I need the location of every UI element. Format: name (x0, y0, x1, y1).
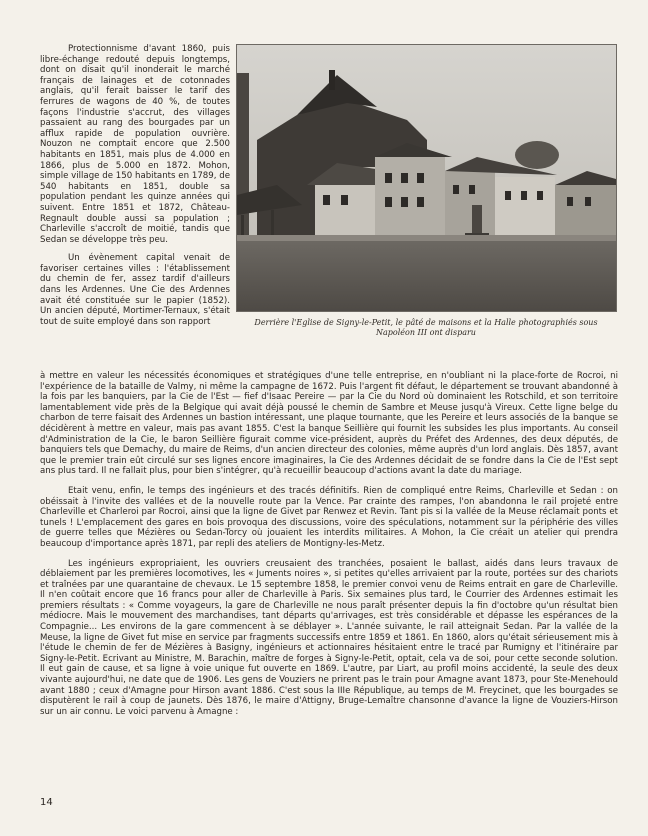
paragraph-expropriations: Les ingénieurs expropriaient, les ouvriers creusaient des tranchées, posaient le ballast, aidés dans leurs travaux de déblaiement par les premières locomotives, les « Juments noires », si petites qu'elles arrivaient par la route, portées sur des chariots et traînées par une quarantaine de chevaux. Le 15 septembre 1858, le premier convoi venu de Reims entrait en gare de Charleville. Il n'en coûtait encore que 16 francs pour aller de Charleville à Paris. Six semaines plus tard, le Courrier des Ardennes estimait les premiers résultats : « Comme voyageurs, la gare de Charleville ne nous paraît présenter depuis la fin d'octobre qu'un résultat bien médiocre. Mais le mouvement des marchandises, tant départs qu'arrivages, est très considérable et dépasse les espérances de la Compagnie... Les environs de la gare commencent à se déblayer ». L'année suivante, le rail atteignait Sedan. Par la vallée de la Meuse, la ligne de Givet fut mise en service par fragments successifs entre 1859 et 1861. En 1860, alors qu'était sérieusement mis à l'étude le chemin de fer de Mézières à Basigny, ingénieurs et actionnaires hésitaient entre le tracé par Rumigny et l'itinéraire par Signy-le-Petit. Ecrivant au Ministre, M. Barachin, maître de forges à Signy-le-Petit, optait, cela va de soi, pour cette seconde solution. Il eut gain de cause, et sa ligne à voie unique fut ouverte en 1869. L'autre, par Liart, au profil moins accidenté, la seule des deux vivante aujourd'hui, ne date que de 1906. Les gens de Vouziers ne prirent pas le train pour Amagne avant 1873, pour Ste-Menehould avant 1880 ; ceux d'Amagne pour Hirson avant 1886. C'est sous la IIIe République, au temps de M. Freycinet, que les bourgades se disputèrent le rail à coup de jaunets. Dès 1876, le maire d'Attigny, Bruge-Lemaître chansonne d'avance la ligne de Vouziers-Hirson sur un air connu. Le voici parvenu à Amagne : (40, 558, 618, 717)
church-square-photo (236, 44, 617, 312)
left-column-text (40, 44, 230, 335)
paragraph-continuation: à mettre en valeur les nécessités économiques et stratégiques d'une telle entreprise, en n'oubliant ni la place-forte de Rocroi, ni l'expérience de la bataille de Valmy, ni même la campagne de 1672. Puis l'argent fit défaut, le département se trouvant abandonné à la fois par les banquiers, par la Cie de l'Est — fief d'Isaac Pereire — par la Cie du Nord où dominaient les Rotschild, et son territoire lamentablement vide près de la Belgique qui avait déjà poussé le chemin de Sambre et Meuse jusqu'à Vireux. Cette ligne belge du charbon de terre faisait des Ardennes un bastion intéressant, une plaque tournante, que les Pereire et leurs associés de la banque se décidèrent à mettre en valeur, mais pas avant 1855. C'est la banque Seillière qui fournit les subsides les plus importants. Au conseil d'Administration de la Cie, le baron Seillière figurait comme vice-président, auprès du Préfet des Ardennes, des deux députés, de banquiers tels que Demachy, du maire de Reims, d'un ancien directeur des colonies, même auprès d'un lord anglais. Dès 1857, avant que le premier train eût circulé sur ses lignes encore imaginaires, la Cie des Ardennes décidait de se fondre dans la Cie de l'Est sept ans plus tard. Il ne fallait plus, pour bien s'intégrer, qu'à recueillir beaucoup d'actions avant la date du mariage. (40, 371, 618, 477)
page-number: 14 (40, 797, 53, 808)
photo-illustration (237, 45, 616, 311)
full-width-text (40, 371, 618, 726)
paragraph-protectionnisme: Protectionnisme d'avant 1860, puis libre-échange redouté depuis longtemps, dont on disait qu'il inonderait le marché français de lainages et de cotonnades anglais, qu'il ferait baisser le tarif des ferrures de wagons de 40 %, de toutes façons l'industrie s'accrut, des villages passaient au rang des bourgades par un afflux rapide de population ouvrière. Nouzon ne comptait encore que 2.500 habitants en 1851, mais plus de 4.000 en 1866, plus de 5.000 en 1872. Mohon, simple village de 150 habitants en 1789, de 540 habitants en 1851, double sa population pendant les quinze années qui suivent. Entre 1851 et 1872, Château-Regnault double aussi sa population ; Charleville s'accroît de moitié, tandis que Sedan se développe très peu. (40, 44, 230, 245)
paragraph-ingenieurs: Etait venu, enfin, le temps des ingénieurs et des tracés définitifs. Rien de compliqué entre Reims, Charleville et Sedan : on obéissait à l'invite des vallées et de la nouvelle route par la Vence. Par crainte des rampes, l'on abandonna le rail projeté entre Charleville et Charleroi par Rocroi, ainsi que la ligne de Givet par Renwez et Revin. Tant pis si la vallée de la Meuse réclamait ponts et tunels ! L'emplacement des gares en bois provoqua des discussions, voire des spéculations, notamment sur la périphérie des villes de guerre telles que Mézières ou Sedan-Torcy où jouaient les interdits militaires. A Mohon, la Cie créait un atelier qui prendra beaucoup d'importance après 1871, par repli des ateliers de Montigny-les-Metz. (40, 485, 618, 549)
paragraph-evenement: Un évènement capital venait de favoriser certaines villes : l'établissement du chemin de fer, assez tardif d'ailleurs dans les Ardennes. Une Cie des Ardennes avait été constituée sur le papier (1852). Un ancien député, Mortimer-Ternaux, s'était tout de suite employé dans son rapport (40, 253, 230, 327)
photo-caption: Derrière l'Eglise de Signy-le-Petit, le pâté de maisons et la Halle photographiés sous Napoléon III ont disparu (254, 318, 598, 337)
